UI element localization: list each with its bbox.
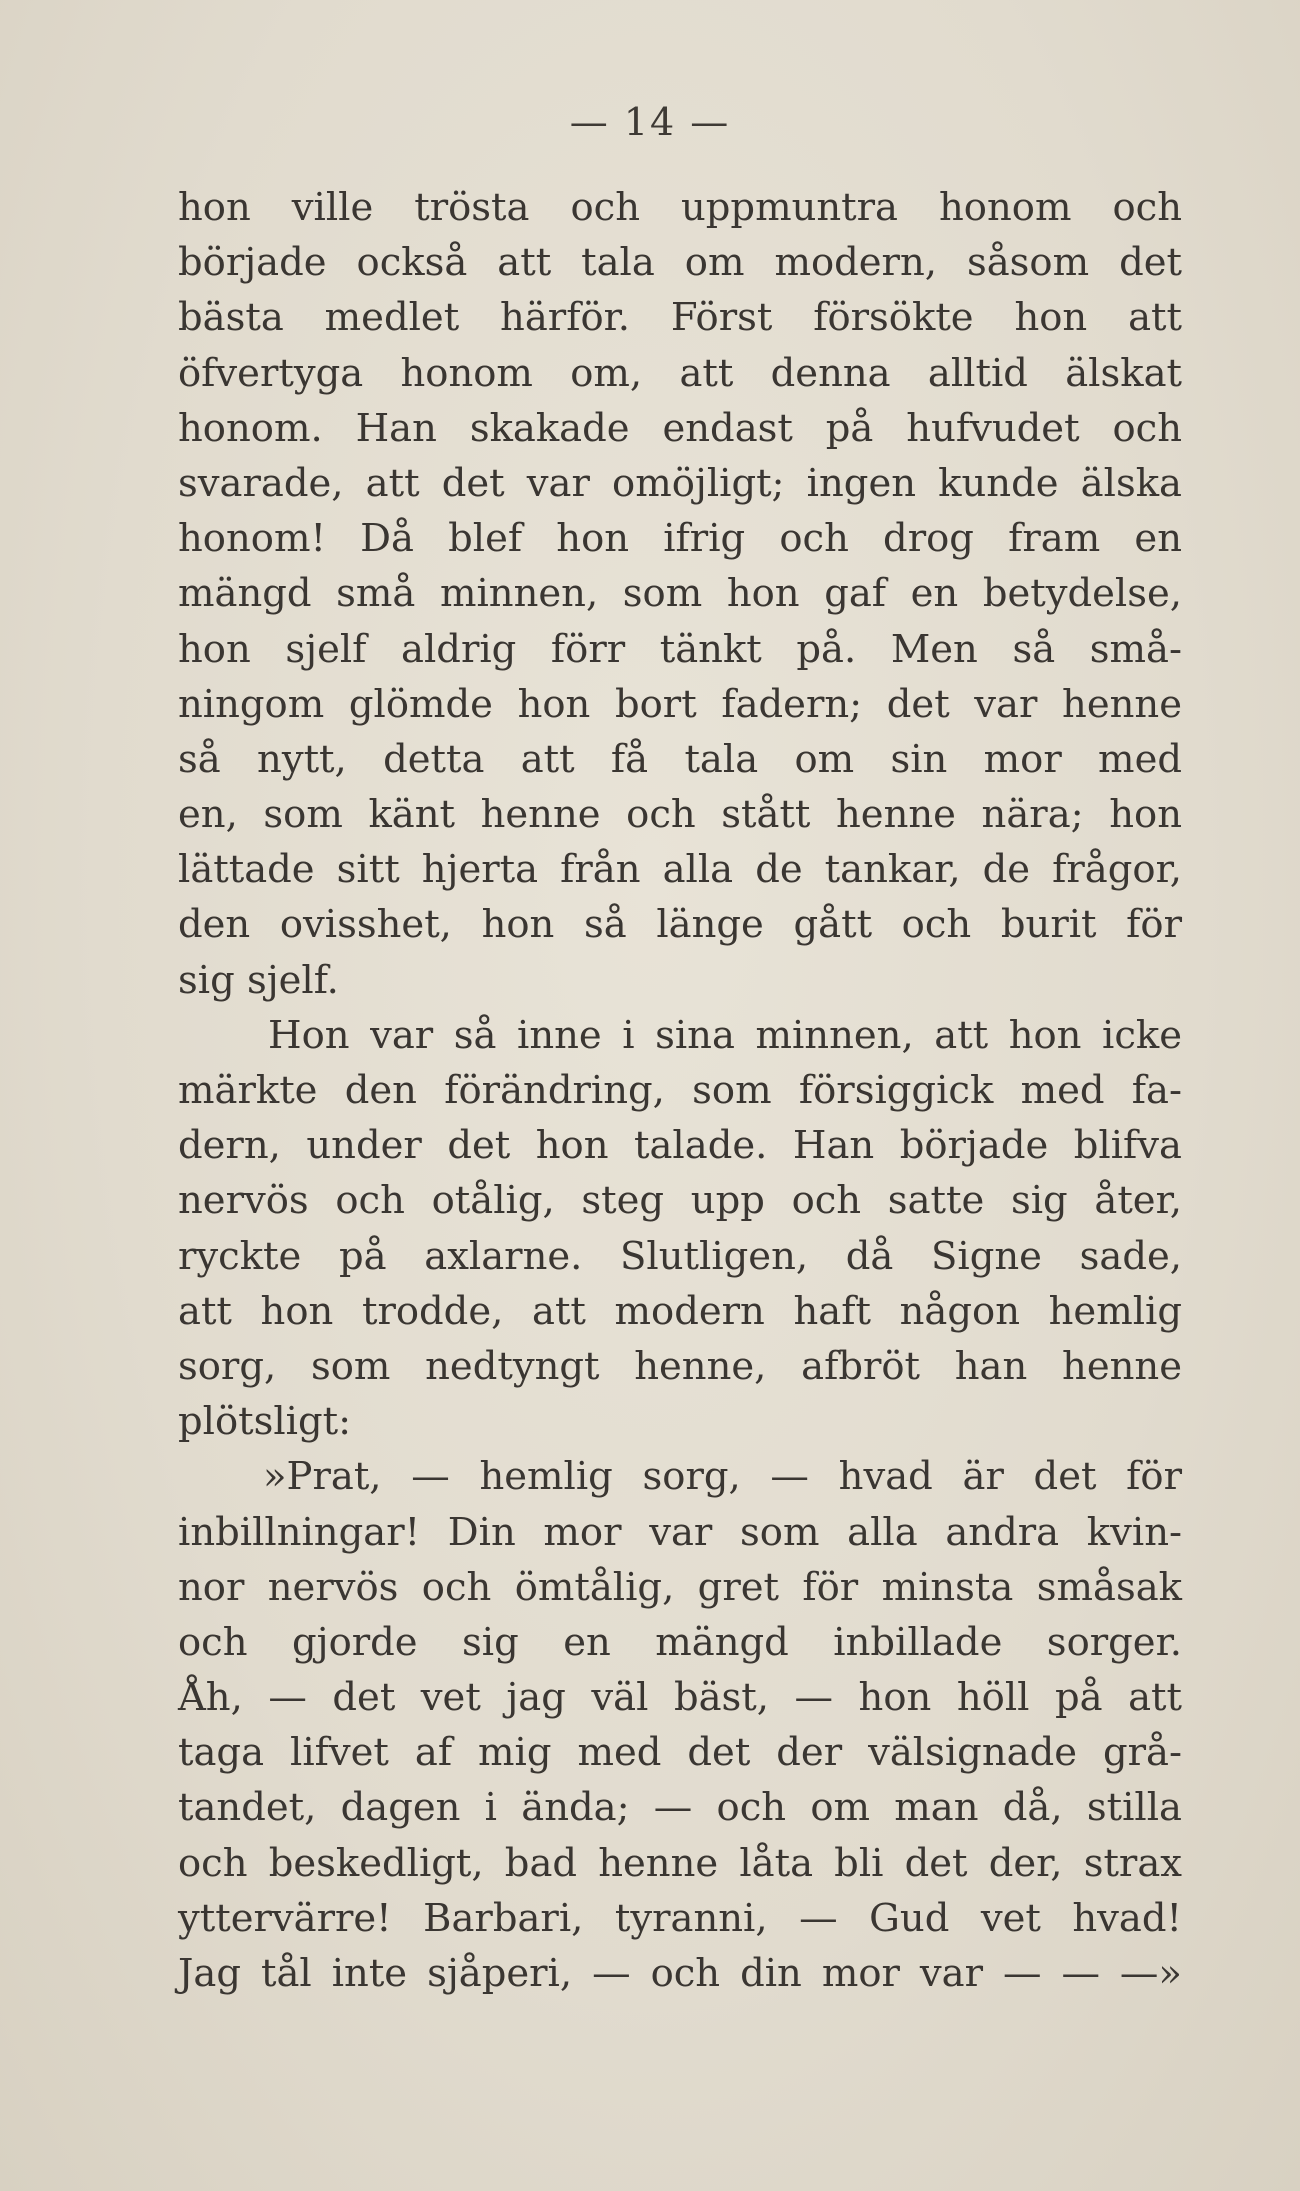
body-text: [178, 180, 1182, 2001]
text-line: märkte den förändring, som försiggick med fa-: [178, 1068, 1182, 1113]
page-number: — 14 —: [569, 100, 731, 144]
text-line: och beskedligt, bad henne låta bli det der, strax: [178, 1840, 1182, 1886]
text-line: mängd små minnen, som hon gaf en betydelse,: [178, 571, 1182, 617]
quote-start-line: »Prat, — hemlig sorg, — hvad är det för: [263, 1454, 1182, 1500]
text-line: taga lifvet af mig med det der välsignade grå-: [178, 1730, 1182, 1776]
text-line: hon ville trösta och uppmuntra honom och: [178, 185, 1182, 230]
text-line: ryckte på axlarne. Slutligen, då Signe sade,: [178, 1233, 1182, 1279]
text-line: öfvertyga honom om, att denna alltid älskat: [178, 350, 1182, 396]
text-line: dern, under det hon talade. Han började blifva: [178, 1123, 1182, 1169]
text-line: nervös och otålig, steg upp och satte sig åter,: [178, 1178, 1182, 1224]
text-line: sorg, som nedtyngt henne, afbröt han henne: [178, 1343, 1182, 1389]
text-line: lättade sitt hjerta från alla de tankar, de frågor,: [178, 847, 1182, 893]
paragraph-end-line: sig sjelf.: [178, 957, 339, 1003]
paragraph-start-line: Hon var så inne i sina minnen, att hon icke: [268, 1012, 1182, 1058]
paragraph-end-line: plötsligt:: [178, 1399, 352, 1445]
text-line: yttervärre! Barbari, tyranni, — Gud vet hvad!: [178, 1895, 1182, 1941]
text-line: hon sjelf aldrig förr tänkt på. Men så små-: [178, 626, 1182, 672]
text-line: nor nervös och ömtålig, gret för minsta småsak: [178, 1564, 1182, 1610]
text-line: honom! Då blef hon ifrig och drog fram en: [178, 516, 1182, 562]
text-line: tandet, dagen i ända; — och om man då, stilla: [178, 1785, 1182, 1831]
text-line: så nytt, detta att få tala om sin mor med: [178, 736, 1182, 782]
text-line: Jag tål inte sjåperi, — och din mor var — — —»: [178, 1951, 1182, 1996]
text-line: honom. Han skakade endast på hufvudet och: [178, 405, 1182, 451]
text-line: bästa medlet härför. Först försökte hon att: [178, 295, 1182, 341]
text-line: började också att tala om modern, såsom det: [178, 240, 1182, 286]
text-line: Åh, — det vet jag väl bäst, — hon höll på att: [178, 1675, 1182, 1721]
text-line: en, som känt henne och stått henne nära; hon: [178, 792, 1182, 838]
text-line: och gjorde sig en mängd inbillade sorger.: [178, 1619, 1182, 1665]
text-line: ningom glömde hon bort fadern; det var henne: [178, 681, 1182, 727]
text-line: inbillningar! Din mor var som alla andra kvin-: [178, 1509, 1182, 1555]
text-line: svarade, att det var omöjligt; ingen kunde älska: [178, 460, 1182, 506]
text-line: den ovisshet, hon så länge gått och burit för: [178, 902, 1182, 948]
text-line: att hon trodde, att modern haft någon hemlig: [178, 1288, 1182, 1334]
